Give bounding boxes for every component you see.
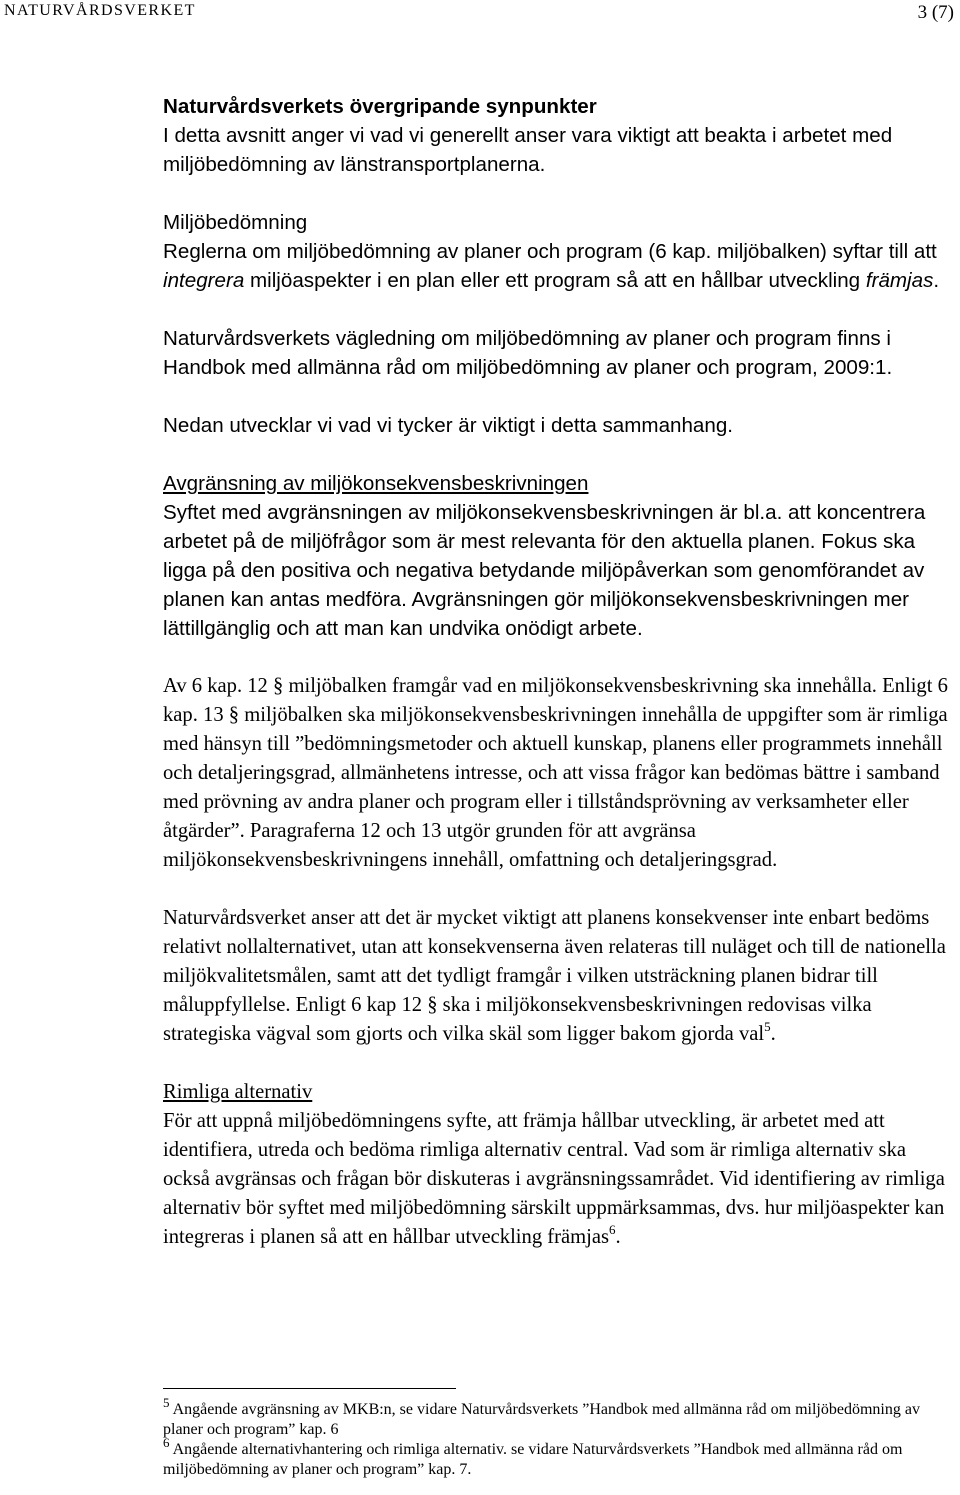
- emphasis-framjas: främjas: [865, 269, 934, 292]
- document-body: [163, 92, 953, 1252]
- paragraph-naturvardsverket-view: Naturvårdsverket anser att det är mycket viktigt att planens konsekvenser inte enbart bedöms relativt nollalternativet, utan att konsekvenserna även relateras till nuläget och till de nationella miljökvalitetsmålen, samt att det tydligt framgår i vilken utsträckning planen bidrar till måluppfyllelse. Enligt 6 kap 12 § ska i miljökonsekvensbeskrivningen redovisas vilka strategiska vägval som gjorts och vilka skäl som ligger bakom gjorda val$^5$.: [163, 907, 946, 1045]
- footnote-ref-6: 6: [609, 1222, 616, 1238]
- paragraph-alternatives: För att uppnå miljöbedömningens syfte, att främja hållbar utveckling, är arbetet med att identifiera, utreda och bedöma rimliga alternativ central. Vad som är rimliga alternativ ska också avgränsas och frågan bör diskuteras i avgränsningssamrådet. Vid identifiering av rimliga alternativ bör syftet med miljöbedömning särskilt uppmärksammas, dvs. hur miljöaspekter kan integreras i planen så att en hållbar utveckling främjas$^6$.: [163, 1110, 945, 1248]
- paragraph-mkb-content: Av 6 kap. 12 § miljöbalken framgår vad en miljökonsekvensbeskrivning ska innehålla. Enligt 6 kap. 13 § miljöbalken ska miljökonsekvensbeskrivningen innehålla de uppgifter som är rimliga med hänsyn till ”bedömningsmetoder och aktuell kunskap, planens eller programmets innehåll och detaljeringsgrad, allmänhetens intresse, och att vissa frågor kan bedömas bättre i samband med prövning av andra planer och program eller i tillståndsprövning av verksamheter eller åtgärder”. Paragraferna 12 och 13 utgör grunden för att avgränsa miljökonsekvensbeskrivningens innehåll, omfattning och detaljeringsgrad.: [163, 675, 948, 871]
- section-title: Naturvårdsverkets övergripande synpunkter: [163, 95, 597, 118]
- paragraph-intro-next: Nedan utvecklar vi vad vi tycker är viktigt i detta sammanhang.: [163, 414, 734, 437]
- paragraph-rules: Reglerna om miljöbedömning av planer och program (6 kap. miljöbalken) syftar till att integrera miljöaspekter i en plan eller ett program så att en hållbar utveckling främjas.: [163, 240, 940, 292]
- footnote-5: $^5$ Angående avgränsning av MKB:n, se vidare Naturvårdsverkets ”Handbok med allmänna råd om miljöbedömning av planer och program” kap. 6: [163, 1394, 920, 1438]
- header-page-number: 3 (7): [917, 2, 954, 23]
- heading-miljobedomning: Miljöbedömning: [163, 211, 308, 234]
- emphasis-integrera: integrera: [163, 269, 245, 292]
- paragraph-avgransning: Syftet med avgränsningen av miljökonsekvensbeskrivningen är bl.a. att koncentrera arbetet på de miljöfrågor som är mest relevanta för den aktuella planen. Fokus ska ligga på den positiva och negativa betydande miljöpåverkan som genomförandet av planen kan antas medföra. Avgränsningen gör miljökonsekvensbeskrivningen mer lättillgänglig och att man kan undvika onödigt arbete.: [163, 501, 926, 640]
- heading-avgransning: Avgränsning av miljökonsekvensbeskrivningen: [163, 472, 589, 495]
- intro-paragraph: I detta avsnitt anger vi vad vi generellt anser vara viktigt att beakta i arbetet med miljöbedömning av länstransportplanerna.: [163, 124, 893, 176]
- header-org: NATURVÅRDSVERKET: [4, 2, 196, 19]
- footnote-separator: [163, 1388, 456, 1389]
- footnotes: [163, 1394, 953, 1480]
- page-header: [0, 2, 960, 26]
- paragraph-guidance: Naturvårdsverkets vägledning om miljöbedömning av planer och program finns i Handbok med allmänna råd om miljöbedömning av planer och program, 2009:1.: [163, 327, 893, 379]
- footnote-ref-5: 5: [764, 1019, 771, 1035]
- footnote-6: $^6$ Angående alternativhantering och rimliga alternativ. se vidare Naturvårdsverkets ”Handbok med allmänna råd om miljöbedömning av planer och program” kap. 7.: [163, 1434, 903, 1478]
- heading-rimliga-alternativ: Rimliga alternativ: [163, 1081, 313, 1103]
